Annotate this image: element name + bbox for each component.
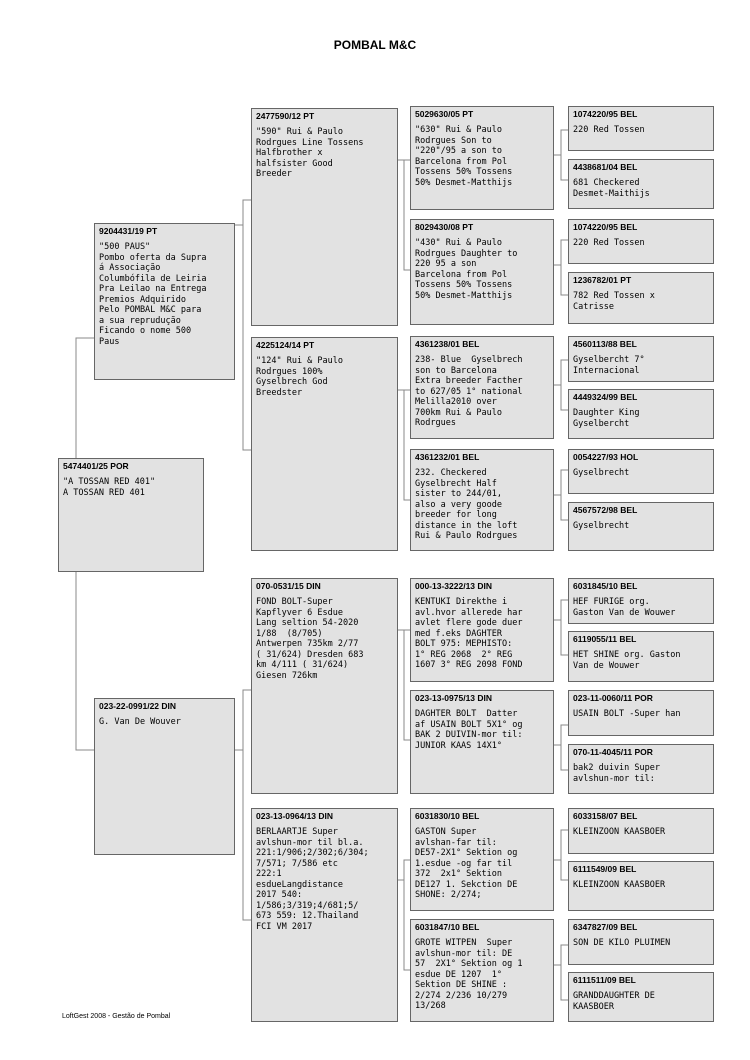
pedigree-box-gen4	[568, 744, 714, 794]
ring-number: 6031845/10 BEL	[573, 581, 638, 591]
ring-number: 023-22-0991/22 DIN	[99, 701, 177, 711]
footer-text: LoftGest 2008 - Gestão de Pombal	[62, 1013, 171, 1020]
pedigree-box-gen4	[568, 336, 714, 382]
page-title: POMBAL M&C	[333, 38, 417, 52]
pedigree-box-gen4	[568, 861, 714, 911]
pedigree-box-gen3	[410, 578, 554, 682]
pigeon-description: "590" Rui & Paulo Rodrgues Line Tossens Halfbrother x halfsister Good Breeder	[256, 127, 364, 179]
pedigree-box-gen4	[568, 972, 714, 1022]
pigeon-description: G. Van De Wouver	[99, 717, 181, 727]
pedigree-box-gen4	[568, 578, 714, 624]
pedigree-box-gen3	[410, 690, 554, 794]
pigeon-description: GRANDDAUGHTER DE KAASBOER	[573, 991, 655, 1012]
ring-number: 4567572/98 BEL	[573, 505, 638, 515]
pigeon-description: DAGHTER BOLT Datter af USAIN BOLT 5X1° og BAK 2 DUIVIN-mor til: JUNIOR KAAS 14X1°	[415, 709, 523, 751]
pigeon-description: 782 Red Tossen x Catrisse	[573, 291, 655, 312]
pigeon-description: BERLAARTJE Super avlshun-mor til bl.a. 221:1/906;2/302;6/304; 7/571; 7/586 etc 222:1 esdueLangdistance 2017 540: 1/586;3/319;4/681;5/ 673 559: 12.Thailand FCI VM 2017	[256, 827, 369, 932]
pedigree-box-gen2	[251, 808, 398, 1022]
pedigree-box-subject	[58, 458, 204, 572]
pigeon-description: KLEINZOON KAASBOER	[573, 880, 666, 890]
pigeon-description: "500 PAUS" Pombo oferta da Supra á Associação Columbófila de Leiria Pra Leilao na Entrega Premios Adquirido Pelo POMBAL M&C para a sua reprudução Ficando o nome 500 Paus	[99, 242, 207, 347]
pedigree-box-gen4	[568, 219, 714, 264]
ring-number: 023-11-0060/11 POR	[573, 693, 653, 703]
ring-number: 0054227/93 HOL	[573, 452, 639, 462]
pigeon-description: 238- Blue Gyselbrech son to Barcelona Extra breeder Facther to 627/05 1° national Melilla2010 over 700km Rui & Paulo Rodrgues	[415, 355, 523, 428]
pedigree-box-gen4	[568, 502, 714, 551]
ring-number: 4438681/04 BEL	[573, 162, 638, 172]
pedigree-box-gen4	[568, 919, 714, 965]
ring-number: 6031830/10 BEL	[415, 811, 480, 821]
ring-number: 6119055/11 BEL	[573, 634, 637, 644]
pigeon-description: USAIN BOLT -Super han	[573, 709, 681, 719]
pigeon-description: FOND BOLT-Super Kapflyver 6 Esdue Lang seltion 54-2020 1/88 (8/705) Antwerpen 735km 2/77 ( 31/624) Dresden 683 km 4/111 ( 31/624) Giesen 726km	[256, 597, 364, 681]
pedigree-box-gen4	[568, 449, 714, 494]
pigeon-description: Gyselbrecht	[573, 468, 630, 478]
pedigree-box-gen3	[410, 449, 554, 551]
ring-number: 8029430/08 PT	[415, 222, 474, 232]
pigeon-description: "A TOSSAN RED 401" A TOSSAN RED 401	[63, 477, 156, 498]
pigeon-description: 681 Checkered Desmet-Maithijs	[573, 178, 650, 199]
pedigree-box-gen4	[568, 690, 714, 736]
pigeon-description: HEF FURIGE org. Gaston Van de Wouwer	[573, 597, 676, 618]
pigeon-description: "430" Rui & Paulo Rodrgues Daughter to 220 95 a son Barcelona from Pol Tossens 50% Tossens 50% Desmet-Matthijs	[415, 238, 518, 301]
ring-number: 5474401/25 POR	[63, 461, 129, 471]
pedigree-box-gen4	[568, 159, 714, 209]
ring-number: 6111549/09 BEL	[573, 864, 637, 874]
pedigree-box-gen4	[568, 389, 714, 439]
pedigree-box-gen4	[568, 808, 714, 854]
pigeon-description: 220 Red Tossen	[573, 238, 645, 248]
pigeon-description: 220 Red Tossen	[573, 125, 645, 135]
ring-number: 9204431/19 PT	[99, 226, 158, 236]
pigeon-description: "124" Rui & Paulo Rodrgues 100% Gyselbrech God Breedster	[256, 356, 343, 398]
ring-number: 070-0531/15 DIN	[256, 581, 321, 591]
pedigree-box-gen2	[251, 108, 398, 326]
pigeon-description: GASTON Super avlshan-far til: DE57-2X1° Sektion og 1.esdue -og far til 372 2x1° Sektion DE127 1. Sekction DE SHONE: 2/274;	[415, 827, 518, 900]
pigeon-description: Daughter King Gyselbercht	[573, 408, 640, 429]
ring-number: 1074220/95 BEL	[573, 109, 638, 119]
pigeon-description: "630" Rui & Paulo Rodrgues Son to "220"/95 a son to Barcelona from Pol Tossens 50% Tossens 50% Desmet-Matthijs	[415, 125, 513, 188]
pigeon-description: Gyselbrecht	[573, 521, 630, 531]
pedigree-box-gen3	[410, 808, 554, 911]
pedigree-box-gen4	[568, 272, 714, 324]
pigeon-description: KENTUKI Direkthe i avl.hvor allerede har avlet flere gode duer med f.eks DAGHTER BOLT 975: MEPHISTO: 1° REG 2068 2° REG 1607 3° REG 2098 FOND	[415, 597, 523, 670]
pedigree-box-gen2	[251, 578, 398, 794]
ring-number: 4449324/99 BEL	[573, 392, 638, 402]
ring-number: 023-13-0975/13 DIN	[415, 693, 493, 703]
pigeon-description: HET SHINE org. Gaston Van de Wouwer	[573, 650, 681, 671]
ring-number: 5029630/05 PT	[415, 109, 474, 119]
ring-number: 6031847/10 BEL	[415, 922, 480, 932]
pedigree-box-gen2	[251, 337, 398, 551]
ring-number: 4361238/01 BEL	[415, 339, 480, 349]
ring-number: 1236782/01 PT	[573, 275, 632, 285]
pigeon-description: bak2 duivin Super avlshun-mor til:	[573, 763, 660, 784]
pigeon-description: 232. Checkered Gyselbrecht Half sister to 244/01, also a very goode breeder for long distance in the loft Rui & Paulo Rodrgues	[415, 468, 518, 541]
pigeon-description: GROTE WITPEN Super avlshun-mor til: DE 57 2X1° Sektion og 1 esdue DE 1207 1° Sektion DE SHINE : 2/274 2/236 10/279 13/268	[415, 938, 523, 1011]
pedigree-box-gen3	[410, 336, 554, 439]
ring-number: 070-11-4045/11 POR	[573, 747, 653, 757]
pedigree-box-gen4	[568, 631, 714, 682]
ring-number: 023-13-0964/13 DIN	[256, 811, 334, 821]
ring-number: 6111511/09 BEL	[573, 975, 636, 985]
ring-number: 000-13-3222/13 DIN	[415, 581, 493, 591]
ring-number: 2477590/12 PT	[256, 111, 315, 121]
pigeon-description: Gyselbercht 7° Internacional	[573, 355, 645, 376]
pedigree-box-dam	[94, 698, 235, 855]
pedigree-box-sire	[94, 223, 235, 380]
ring-number: 6033158/07 BEL	[573, 811, 638, 821]
ring-number: 4361232/01 BEL	[415, 452, 480, 462]
ring-number: 4225124/14 PT	[256, 340, 315, 350]
ring-number: 1074220/95 BEL	[573, 222, 638, 232]
ring-number: 4560113/88 BEL	[573, 339, 637, 349]
pedigree-box-gen4	[568, 106, 714, 151]
pedigree-box-gen3	[410, 106, 554, 210]
pedigree-box-gen3	[410, 919, 554, 1022]
ring-number: 6347827/09 BEL	[573, 922, 638, 932]
pigeon-description: KLEINZOON KAASBOER	[573, 827, 666, 837]
pigeon-description: SON DE KILO PLUIMEN	[573, 938, 671, 948]
pedigree-box-gen3	[410, 219, 554, 325]
